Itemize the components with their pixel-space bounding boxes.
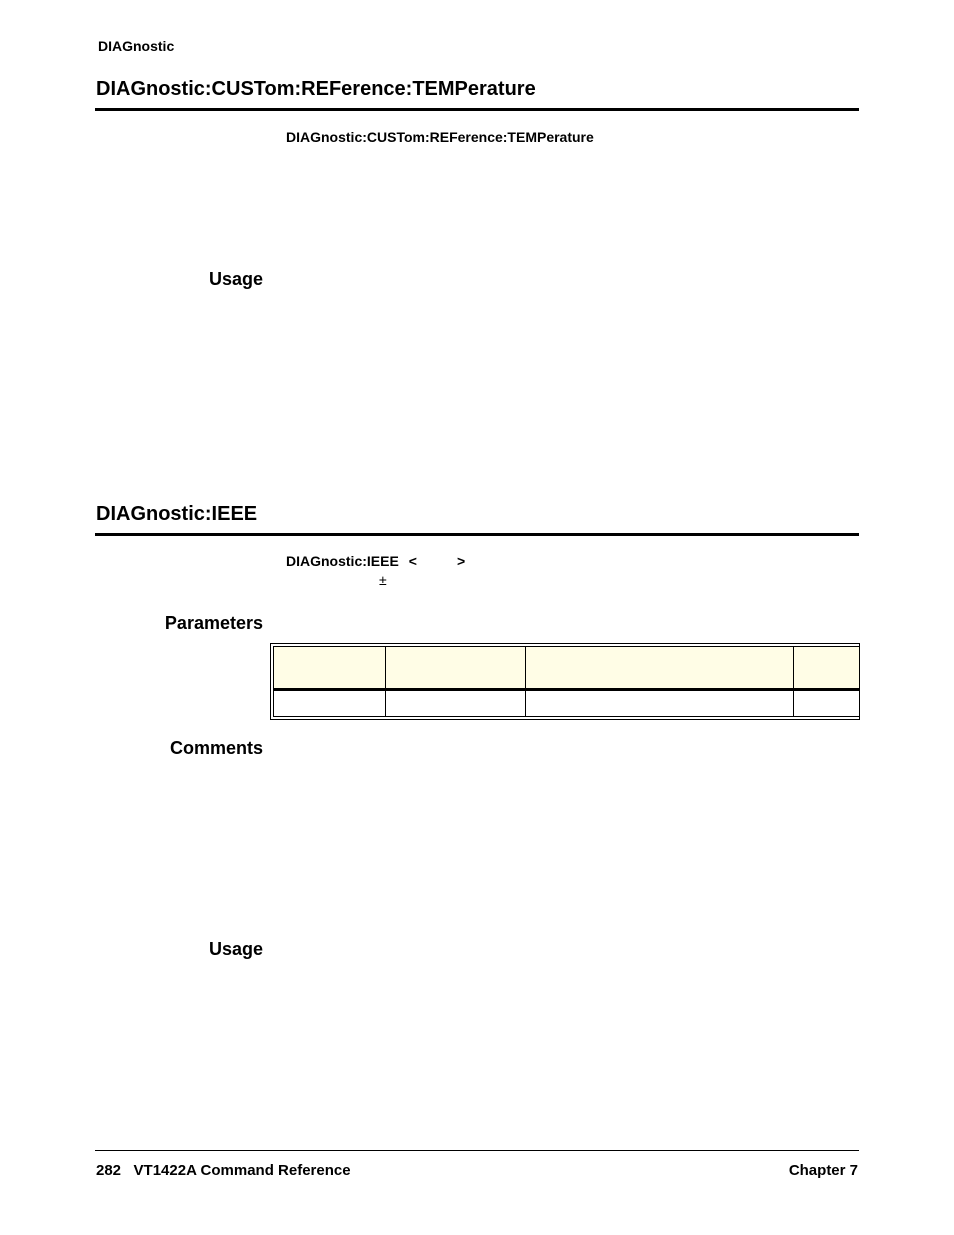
table-header-cell [794, 647, 860, 690]
table-header-cell [386, 647, 526, 690]
plus-minus-symbol: ± [379, 572, 387, 588]
comments-label: Comments [169, 738, 263, 758]
page-number: 282 [96, 1162, 122, 1179]
table-row [274, 690, 860, 717]
table-cell [794, 690, 860, 717]
usage-label: Usage [208, 269, 263, 289]
command-syntax: DIAGnostic:CUSTom:REFerence:TEMPerature [286, 129, 594, 145]
footer-rule [95, 1150, 859, 1151]
footer-left [96, 1162, 351, 1179]
section-rule [95, 108, 859, 111]
table-header-row [274, 647, 860, 690]
parameters-table [270, 643, 860, 720]
parameters-label: Parameters [164, 613, 263, 633]
syntax-close-bracket: > [456, 553, 466, 569]
table-header-cell [526, 647, 794, 690]
syntax-command: DIAGnostic:IEEE [286, 553, 399, 569]
table-header-cell [274, 647, 386, 690]
chapter-label: Chapter 7 [788, 1162, 858, 1179]
table-cell [526, 690, 794, 717]
running-header: DIAGnostic [98, 38, 175, 54]
document-title: VT1422A Command Reference [133, 1162, 351, 1179]
section-title-custom-reference-temperature: DIAGnostic:CUSTom:REFerence:TEMPerature [96, 78, 536, 100]
command-syntax [286, 553, 465, 569]
usage-label: Usage [208, 939, 263, 959]
section-title-ieee: DIAGnostic:IEEE [96, 503, 258, 525]
syntax-open-bracket: < [408, 553, 417, 569]
table-cell [386, 690, 526, 717]
table-cell [274, 690, 386, 717]
section-rule [95, 533, 859, 536]
